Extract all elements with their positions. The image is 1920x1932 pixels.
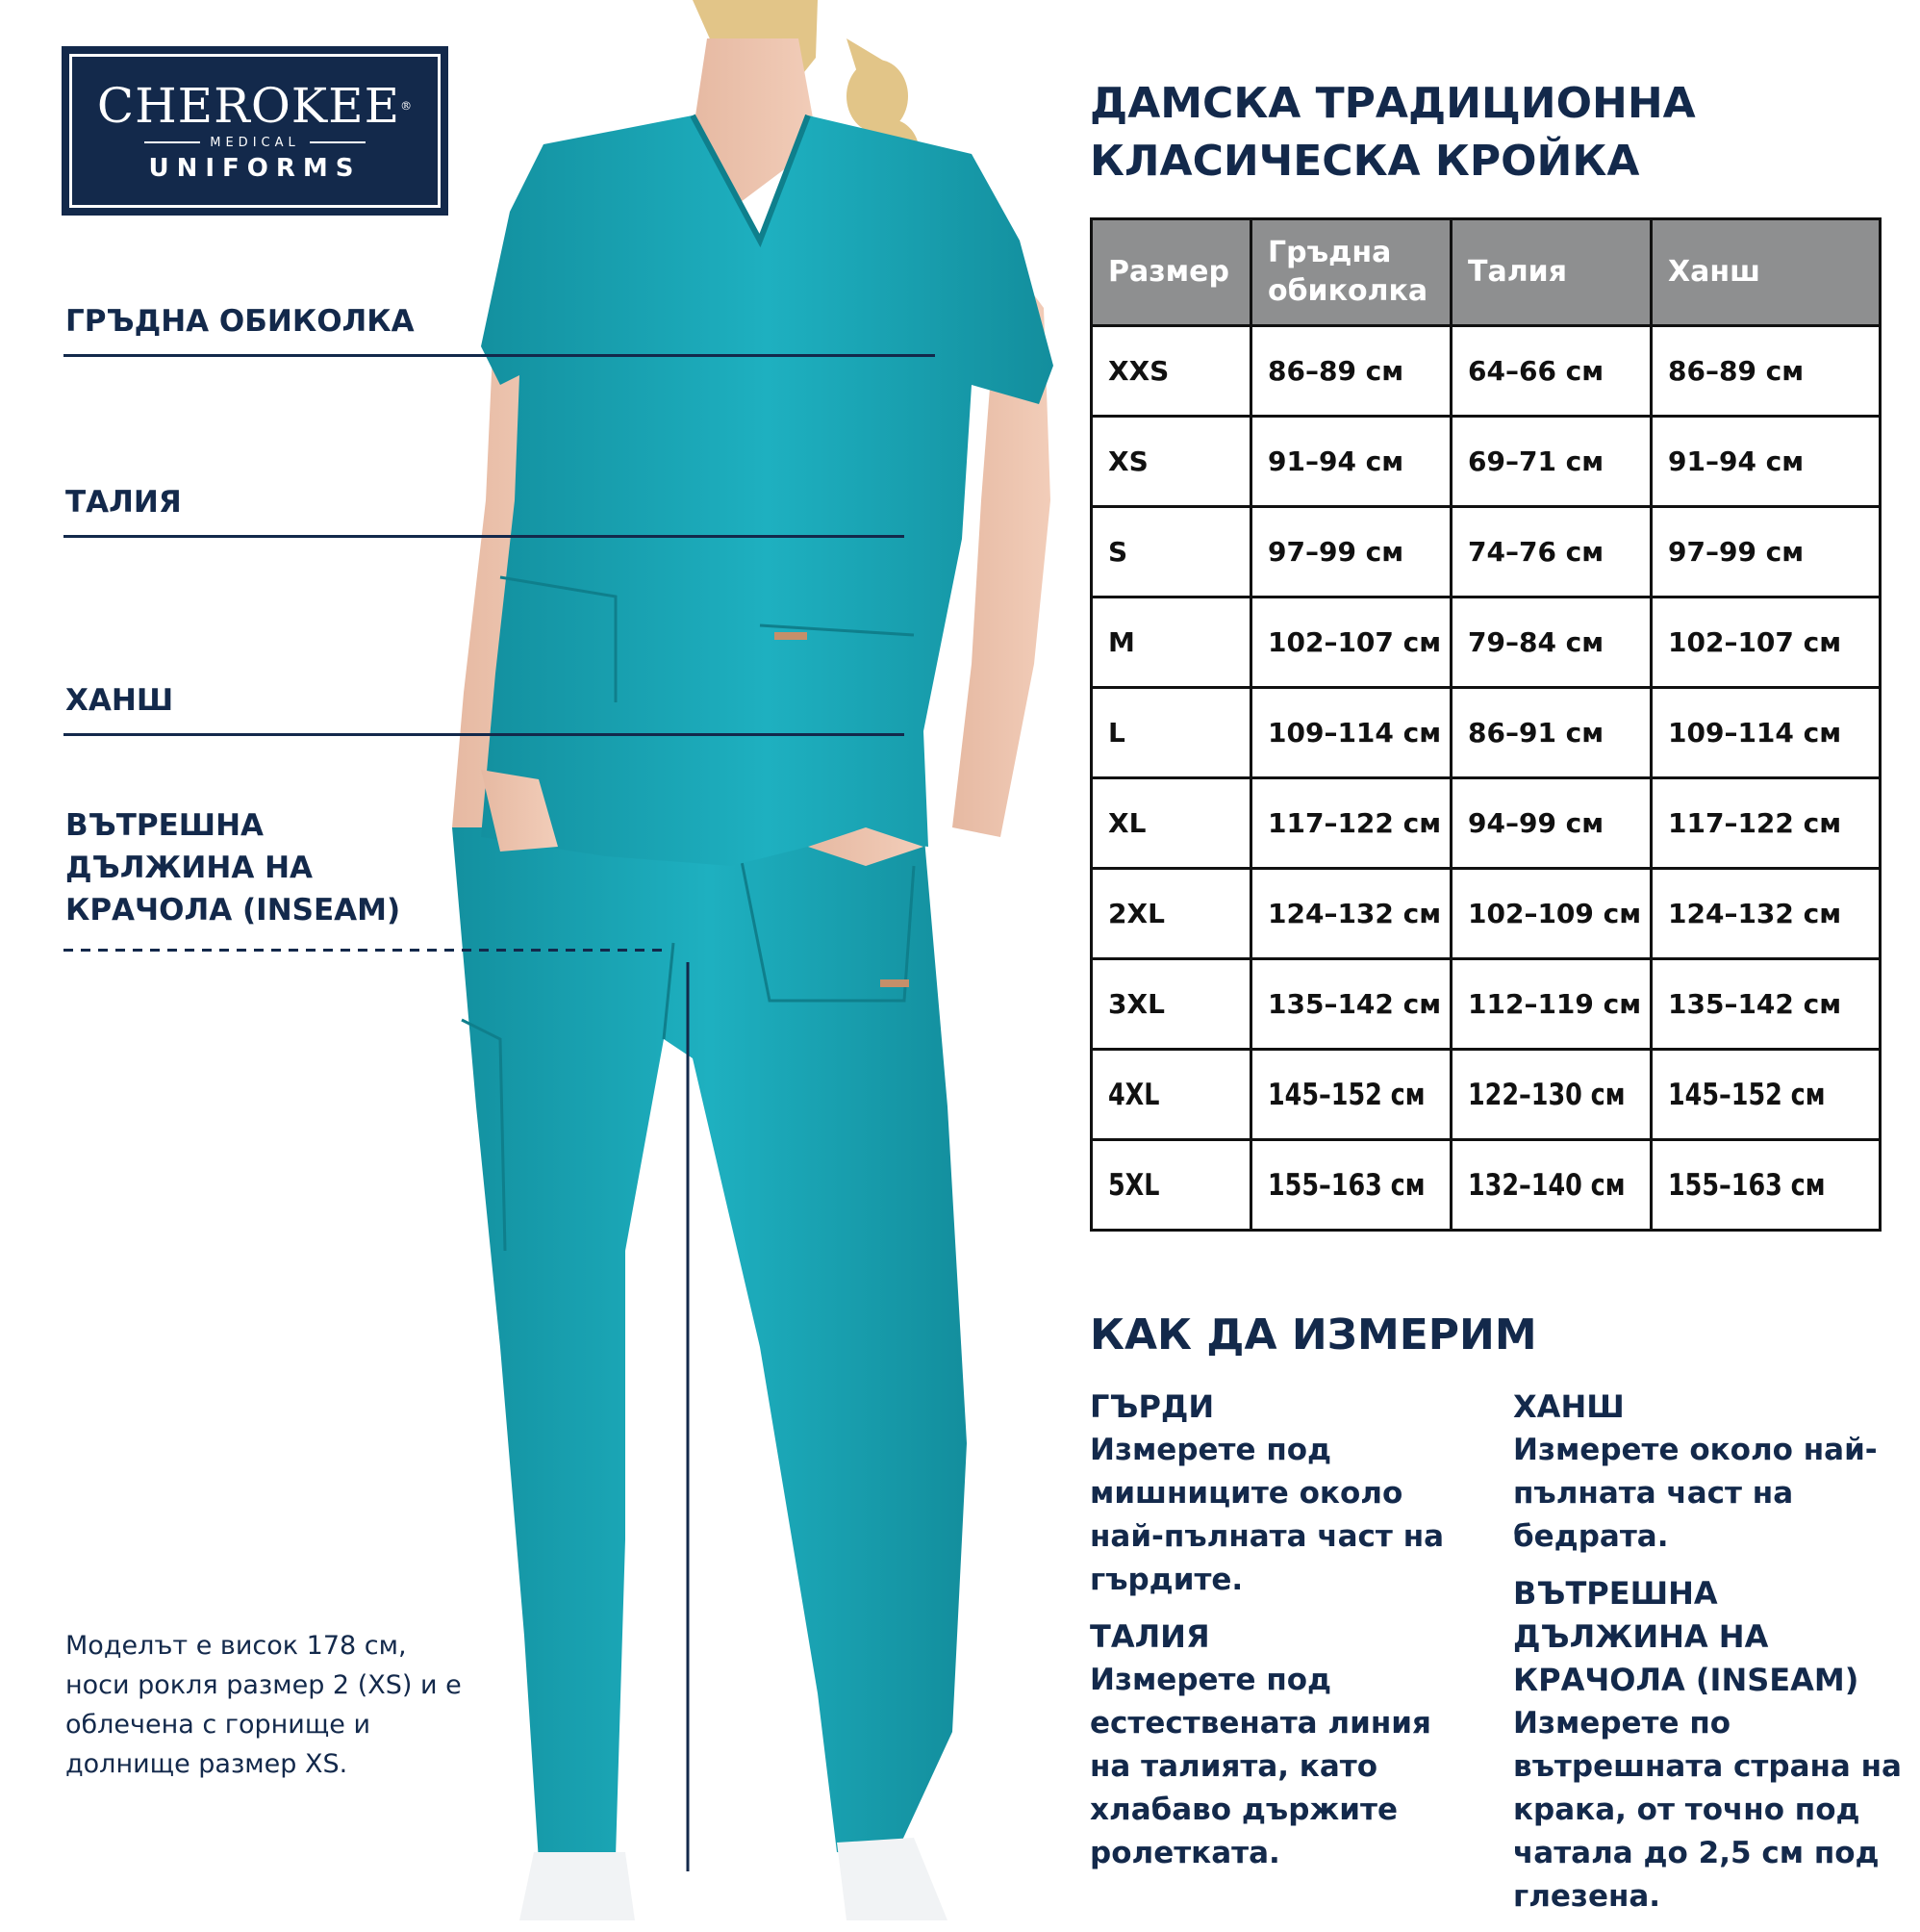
howto-inseam-text: Измерете по вътрешната страна на крака, от точно под чатала до 2,5 см под глезена. xyxy=(1513,1706,1902,1914)
cell-size xyxy=(1092,778,1251,869)
cell-hips xyxy=(1652,1140,1881,1231)
cell-hips xyxy=(1652,417,1881,507)
header-size: Размер xyxy=(1092,219,1251,326)
page-title xyxy=(1090,75,1879,191)
cell-hips-text: 135–142 см xyxy=(1668,988,1842,1020)
label-hips: ХАНШ xyxy=(65,683,174,718)
cell-chest xyxy=(1251,869,1452,959)
table-row xyxy=(1092,507,1881,597)
cell-waist-text: 74–76 см xyxy=(1468,536,1604,568)
header-hips: Ханш xyxy=(1652,219,1881,326)
howto-waist-heading: ТАЛИЯ xyxy=(1090,1618,1210,1655)
cell-waist-text: 86–91 см xyxy=(1468,717,1604,749)
table-row xyxy=(1092,688,1881,778)
table-row xyxy=(1092,417,1881,507)
title-line-2: КЛАСИЧЕСКА КРОЙКА xyxy=(1090,137,1640,186)
cell-size-text: M xyxy=(1108,626,1135,658)
cell-waist xyxy=(1452,869,1652,959)
logo-brand: CHEROKEE xyxy=(96,77,401,134)
cell-hips xyxy=(1652,326,1881,417)
howto-inseam-heading: ВЪТРЕШНА ДЪЛЖИНА НА КРАЧОЛА (INSEAM) xyxy=(1513,1575,1859,1698)
table-row xyxy=(1092,1140,1881,1231)
cell-hips-text: 109–114 см xyxy=(1668,717,1842,749)
cell-chest xyxy=(1251,688,1452,778)
line-waist xyxy=(63,535,904,538)
cell-chest xyxy=(1251,326,1452,417)
cell-chest xyxy=(1251,1140,1452,1231)
table-row xyxy=(1092,869,1881,959)
model-note: Моделът е висок 178 см, носи рокля размер 2 (XS) и е облечена с горнище и долнище размер XS. xyxy=(65,1631,462,1779)
cell-hips xyxy=(1652,869,1881,959)
cell-size xyxy=(1092,869,1251,959)
cell-chest-text: 145–152 см xyxy=(1268,1077,1426,1112)
table-row xyxy=(1092,326,1881,417)
logo-medical: MEDICAL xyxy=(210,135,300,150)
cell-hips-text: 91–94 см xyxy=(1668,445,1805,477)
cell-size xyxy=(1092,688,1251,778)
cell-size xyxy=(1092,1140,1251,1231)
label-waist: ТАЛИЯ xyxy=(65,485,182,520)
cell-size-text: 2XL xyxy=(1108,898,1165,929)
cell-chest xyxy=(1251,1050,1452,1140)
cell-waist xyxy=(1452,417,1652,507)
cell-waist xyxy=(1452,959,1652,1050)
cell-chest xyxy=(1251,959,1452,1050)
cell-chest-text: 155–163 см xyxy=(1268,1167,1426,1203)
cell-waist-text: 102–109 см xyxy=(1468,898,1642,929)
cell-size-text: S xyxy=(1108,536,1128,568)
cell-chest xyxy=(1251,597,1452,688)
cell-waist-text: 112–119 см xyxy=(1468,988,1642,1020)
cell-size xyxy=(1092,417,1251,507)
table-row xyxy=(1092,1050,1881,1140)
cell-chest xyxy=(1251,417,1452,507)
cell-waist-text: 69–71 см xyxy=(1468,445,1604,477)
cell-chest-text: 124–132 см xyxy=(1268,898,1442,929)
cell-waist xyxy=(1452,597,1652,688)
logo-registered: ® xyxy=(400,98,414,113)
table-row xyxy=(1092,778,1881,869)
line-inseam xyxy=(63,949,669,952)
cell-chest-text: 117–122 см xyxy=(1268,807,1442,839)
cell-size-text: XXS xyxy=(1108,355,1170,387)
cell-chest xyxy=(1251,507,1452,597)
cell-hips-text: 97–99 см xyxy=(1668,536,1805,568)
header-chest: Гръдна обиколка xyxy=(1251,219,1452,326)
cell-chest-text: 102–107 см xyxy=(1268,626,1442,658)
cell-chest-text: 86–89 см xyxy=(1268,355,1404,387)
cell-size-text: 3XL xyxy=(1108,988,1165,1020)
cell-hips xyxy=(1652,507,1881,597)
line-chest xyxy=(63,354,935,357)
cell-size xyxy=(1092,1050,1251,1140)
howto-chest-heading: ГЪРДИ xyxy=(1090,1388,1215,1425)
howto-right-column xyxy=(1513,1385,1907,1932)
cell-waist-text: 79–84 см xyxy=(1468,626,1604,658)
cell-chest-text: 91–94 см xyxy=(1268,445,1404,477)
cell-hips-text: 124–132 см xyxy=(1668,898,1842,929)
cell-hips-text: 117–122 см xyxy=(1668,807,1842,839)
cell-chest-text: 109–114 см xyxy=(1268,717,1442,749)
cell-hips-text: 155–163 см xyxy=(1668,1167,1826,1203)
label-inseam-line-2: ДЪЛЖИНА НА xyxy=(65,851,314,885)
cell-hips xyxy=(1652,1050,1881,1140)
cell-hips xyxy=(1652,778,1881,869)
cherokee-logo xyxy=(62,46,448,216)
label-chest: ГРЪДНА ОБИКОЛКА xyxy=(65,304,415,339)
cell-hips xyxy=(1652,688,1881,778)
label-inseam-line-3: КРАЧОЛА (INSEAM) xyxy=(65,893,401,928)
cell-size-text: XL xyxy=(1108,807,1147,839)
cell-hips-text: 86–89 см xyxy=(1668,355,1805,387)
cell-waist xyxy=(1452,688,1652,778)
cell-size-text: 4XL xyxy=(1108,1077,1160,1112)
howto-left-column xyxy=(1090,1385,1503,1889)
title-line-1: ДАМСКА ТРАДИЦИОННА xyxy=(1090,79,1696,128)
label-inseam-line-1: ВЪТРЕШНА xyxy=(65,808,265,843)
cell-waist xyxy=(1452,1050,1652,1140)
cell-waist-text: 64–66 см xyxy=(1468,355,1604,387)
cell-waist xyxy=(1452,326,1652,417)
howto-title: КАК ДА ИЗМЕРИМ xyxy=(1090,1310,1537,1360)
cell-waist xyxy=(1452,778,1652,869)
cell-waist-text: 94–99 см xyxy=(1468,807,1604,839)
cell-size-text: 5XL xyxy=(1108,1167,1160,1203)
howto-hips-heading: ХАНШ xyxy=(1513,1388,1625,1425)
cell-hips-text: 145–152 см xyxy=(1668,1077,1826,1112)
size-table xyxy=(1090,217,1882,1232)
cell-chest xyxy=(1251,778,1452,869)
line-hips xyxy=(63,733,904,736)
cell-size xyxy=(1092,507,1251,597)
table-header-row xyxy=(1092,219,1881,326)
table-row xyxy=(1092,959,1881,1050)
cell-size xyxy=(1092,326,1251,417)
cell-chest-text: 97–99 см xyxy=(1268,536,1404,568)
howto-chest-text: Измерете под мишниците около най-пълната част на гърдите. xyxy=(1090,1433,1445,1597)
howto-hips-text: Измерете около най-пълната част на бедрата. xyxy=(1513,1433,1878,1554)
cell-chest-text: 135–142 см xyxy=(1268,988,1442,1020)
cell-size-text: XS xyxy=(1108,445,1149,477)
howto-waist-text: Измерете под естествената линия на талията, като хлабаво държите ролетката. xyxy=(1090,1663,1431,1870)
cell-hips xyxy=(1652,597,1881,688)
cell-hips-text: 102–107 см xyxy=(1668,626,1842,658)
header-waist: Талия xyxy=(1452,219,1652,326)
cell-size xyxy=(1092,597,1251,688)
cell-hips xyxy=(1652,959,1881,1050)
logo-uniforms: UNIFORMS xyxy=(148,153,362,183)
cell-size xyxy=(1092,959,1251,1050)
cell-waist xyxy=(1452,1140,1652,1231)
cell-size-text: L xyxy=(1108,717,1125,749)
table-row xyxy=(1092,597,1881,688)
cell-waist-text: 122–130 см xyxy=(1468,1077,1626,1112)
cell-waist-text: 132–140 см xyxy=(1468,1167,1626,1203)
label-inseam xyxy=(65,804,400,931)
cell-waist xyxy=(1452,507,1652,597)
